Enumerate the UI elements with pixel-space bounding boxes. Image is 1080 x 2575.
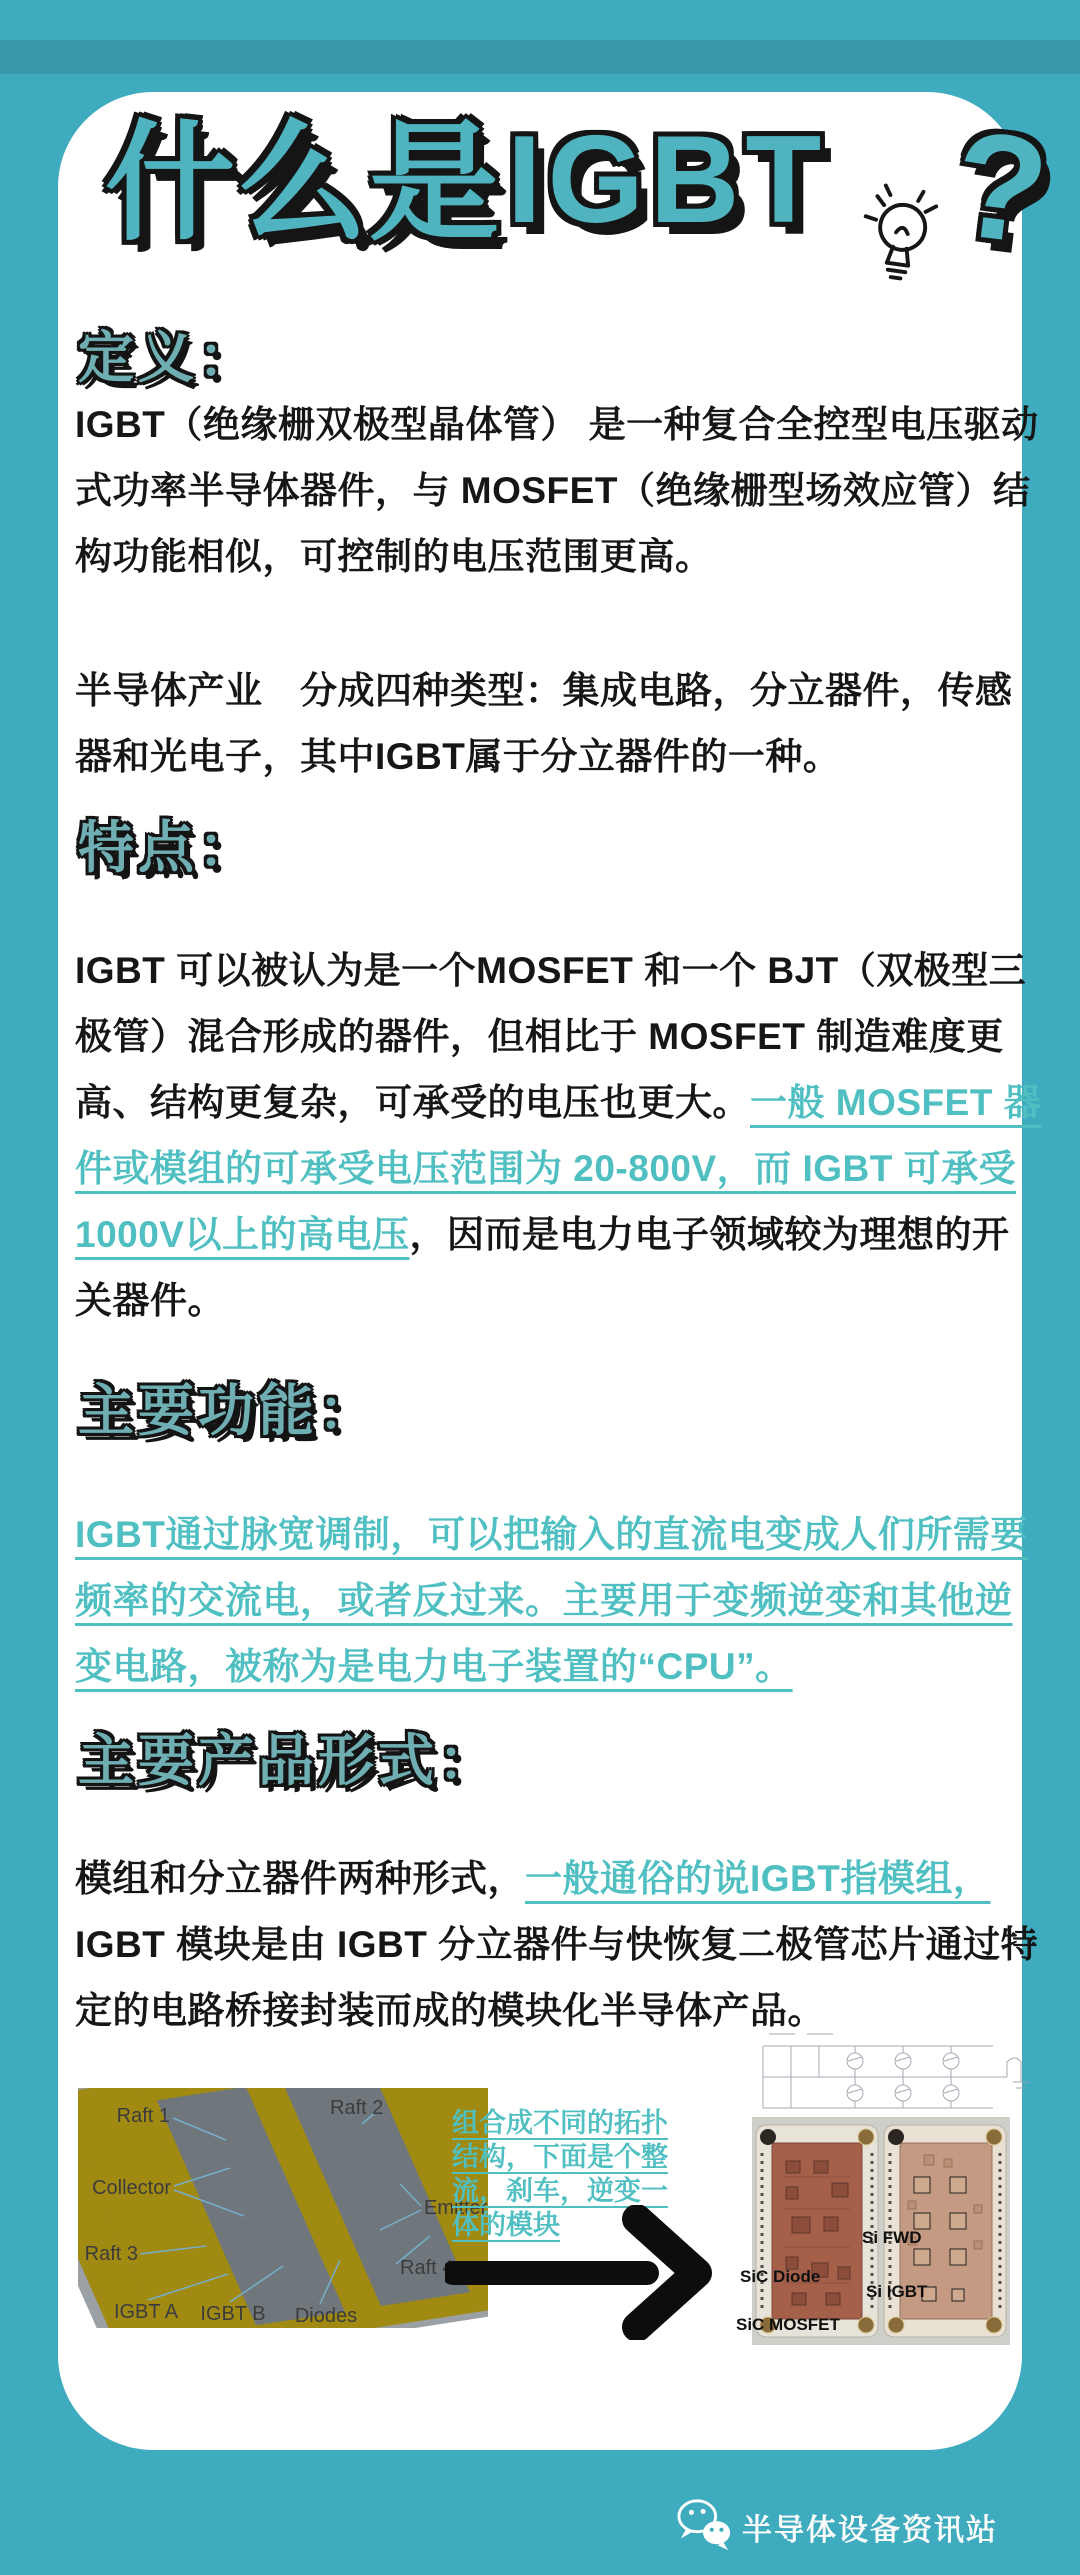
wechat-icon <box>676 2496 734 2552</box>
text-line <box>75 658 1013 724</box>
arrow-right-icon <box>445 2205 715 2340</box>
highlighted-text-run: 变电路，被称为是电力电子装置的“CPU”。 <box>75 1646 793 1687</box>
title-question-mark: ? <box>945 98 1057 276</box>
highlighted-text-run: 1000V以上的高电压 <box>75 1214 410 1255</box>
igbt-module-diagram <box>78 2088 488 2328</box>
text-line <box>75 1202 1041 1268</box>
label-collector: Collector <box>92 2177 171 2199</box>
photo-label-si-igbt: Si IGBT <box>866 2282 928 2301</box>
highlighted-text-run: 频率的交流电，或者反过来。主要用于变频逆变和其他逆 <box>75 1580 1013 1621</box>
text-line <box>452 2140 668 2174</box>
text-run: 半导体产业 分成四种类型：集成电路，分立器件，传感 <box>75 670 1013 711</box>
highlighted-text-run: 件或模组的可承受电压范围为 20-800V，而 IGBT 可承受 <box>75 1148 1017 1189</box>
label-raft1: Raft 1 <box>116 2105 170 2127</box>
section-heading-features: 特点： <box>78 816 258 879</box>
text-run: 极管）混合形成的器件，但相比于 MOSFET 制造难度更 <box>75 1016 1004 1057</box>
text-line <box>75 938 1041 1004</box>
text-line <box>452 2174 668 2208</box>
label-diodes: Diodes <box>294 2305 358 2327</box>
highlighted-text-run: 流，刹车，逆变一 <box>452 2176 668 2206</box>
text-line <box>75 1568 1028 1634</box>
label-emitter: Emitter <box>424 2197 488 2219</box>
section-heading-definition: 定义： <box>78 326 258 389</box>
label-raft2: Raft 2 <box>330 2097 384 2119</box>
text-run: 定的电路桥接封装而成的模块化半导体产品。 <box>75 1990 825 2031</box>
text-run: 器和光电子，其中IGBT属于分立器件的一种。 <box>75 736 841 777</box>
top-shade-band <box>0 40 1080 74</box>
functions-paragraph <box>75 1502 1028 1700</box>
text-line <box>75 1004 1041 1070</box>
text-line <box>75 1502 1028 1568</box>
label-raft4: Raft 4 <box>400 2257 454 2279</box>
definition-paragraph-2 <box>75 658 1013 790</box>
text-run: 模组和分立器件两种形式， <box>75 1858 525 1899</box>
text-line <box>75 1846 1038 1912</box>
text-run: 式功率半导体器件，与 MOSFET（绝缘栅型场效应管）结 <box>75 470 1031 511</box>
text-line <box>75 524 1039 590</box>
lightbulb-icon <box>853 180 941 285</box>
photo-label-si-fwd: Si FWD <box>862 2228 922 2247</box>
text-run: ，因而是电力电子领域较为理想的开 <box>409 1214 1010 1255</box>
highlighted-text-run: 一般 MOSFET 器 <box>750 1082 1042 1123</box>
products-paragraph <box>75 1846 1038 2044</box>
text-line <box>452 2106 668 2140</box>
text-run: 高、结构更复杂，可承受的电压也更大。 <box>75 1082 750 1123</box>
text-line <box>75 458 1039 524</box>
text-run: 关器件。 <box>75 1280 225 1321</box>
highlighted-text-run: 结构，下面是个整 <box>452 2142 668 2172</box>
footer-brand: 半导体设备资讯站 <box>742 2514 998 2547</box>
text-line <box>75 1070 1041 1136</box>
highlighted-text-run: IGBT通过脉宽调制，可以把输入的直流电变成人们所需要 <box>75 1514 1028 1555</box>
label-raft3: Raft 3 <box>84 2243 138 2265</box>
page-title <box>105 98 1057 285</box>
highlighted-text-run: 体的模块 <box>452 2210 560 2240</box>
title-igbt: IGBT <box>507 111 828 249</box>
photo-label-sic-diode: SiC Diode <box>740 2267 821 2286</box>
text-line <box>75 1268 1041 1334</box>
photo-label-sic-mosfet: SiC MOSFET <box>736 2315 840 2334</box>
label-igbt-a: IGBT A <box>113 2301 179 2323</box>
features-paragraph <box>75 938 1041 1334</box>
text-line <box>75 724 1013 790</box>
highlighted-text-run: 组合成不同的拓扑 <box>452 2108 668 2138</box>
title-chinese: 什么是 <box>105 110 502 256</box>
definition-paragraph-1 <box>75 392 1039 590</box>
text-run: IGBT 可以被认为是一个MOSFET 和一个 BJT（双极型三 <box>75 950 1027 991</box>
section-heading-products: 主要产品形式： <box>78 1729 498 1792</box>
text-run: IGBT（绝缘栅双极型晶体管） 是一种复合全控型电压驱动 <box>75 404 1039 445</box>
section-heading-functions: 主要功能： <box>78 1379 378 1442</box>
text-run: 构功能相似，可控制的电压范围更高。 <box>75 536 713 577</box>
text-line <box>75 1634 1028 1700</box>
text-line <box>75 1136 1041 1202</box>
text-line <box>75 1912 1038 1978</box>
text-line <box>75 392 1039 458</box>
text-run: IGBT 模块是由 IGBT 分立器件与快恢复二极管芯片通过特 <box>75 1924 1039 1965</box>
label-igbt-b: IGBT B <box>200 2303 266 2325</box>
highlighted-text-run: 一般通俗的说IGBT指模组， <box>525 1858 991 1899</box>
